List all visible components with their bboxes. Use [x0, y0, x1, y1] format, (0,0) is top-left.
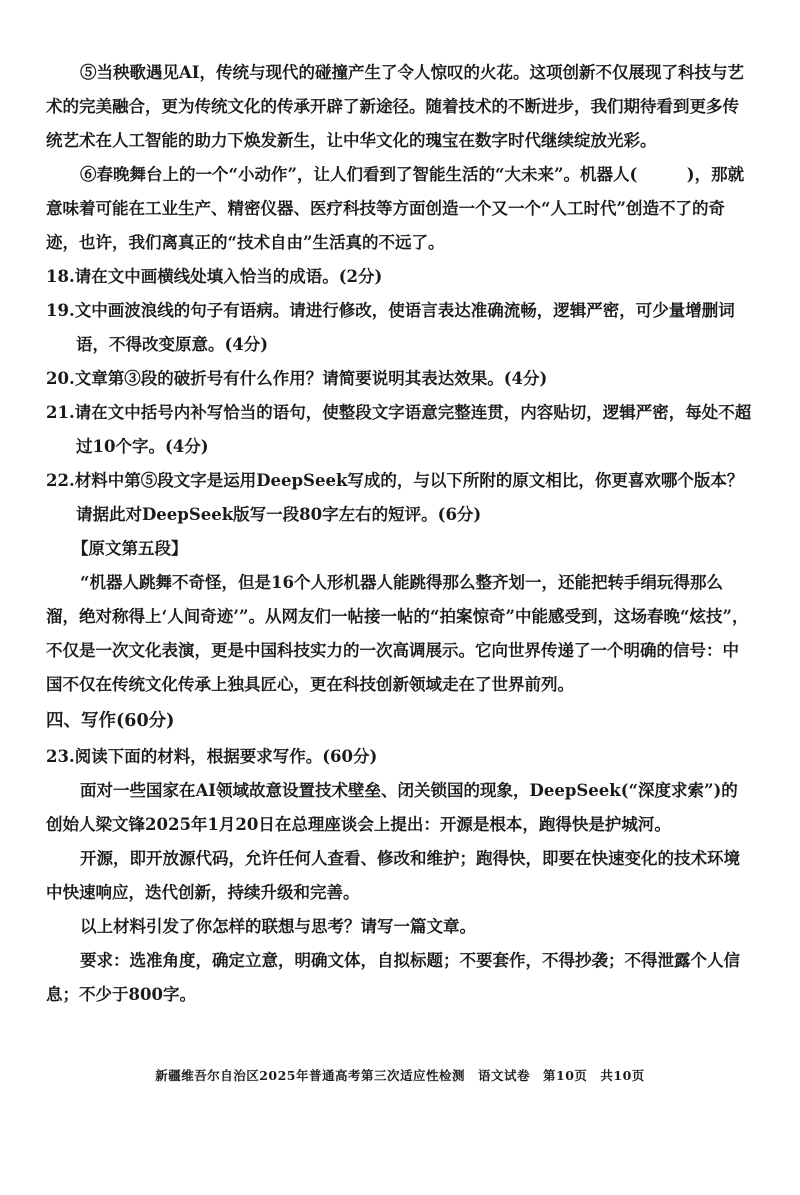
page-footer: 新疆维吾尔自治区2025年普通高考第三次适应性检测 语文试卷 第10页 共10页 — [155, 1068, 645, 1083]
paragraph-6: ⑥春晚舞台上的一个“小动作”，让人们看到了智能生活的“大未来”。机器人( )，那就意味着可能在工业生产、精密仪器、医疗科技等方面创造一个又一个“人工时代”创造不了的奇迹，也许，我们离真正的“技术自由”生活真的不远了。 — [46, 165, 745, 252]
writing-requirements: 要求：选准角度，确定立意，明确文体，自拟标题；不要套作，不得抄袭；不得泄露个人信息；不少于800字。 — [46, 951, 740, 1004]
writing-prompt: 以上材料引发了你怎样的联想与思考？请写一篇文章。 — [80, 917, 476, 936]
writing-section-title: 四、写作(60分) — [46, 711, 175, 731]
material-paragraph-1: 面对一些国家在AI领域故意设置技术壁垒、闭关锁国的现象，DeepSeek(“深度求索”)的创始人梁文锋2025年1月20日在总理座谈会上提出：开源是根本，跑得快是护城河。 — [46, 781, 738, 834]
material-paragraph-2: 开源，即开放源代码，允许任何人查看、修改和维护；跑得快，即要在快速变化的技术环境中快速响应，迭代创新，持续升级和完善。 — [46, 849, 740, 902]
question-23: 23.阅读下面的材料，根据要求写作。(60分) — [46, 747, 378, 766]
question-19: 19.文中画波浪线的句子有语病。请进行修改，使语言表达准确流畅，逻辑严密，可少量增删词语，不得改变原意。(4分) — [46, 301, 735, 354]
question-20: 20.文章第③段的破折号有什么作用？请简要说明其表达效果。(4分) — [46, 369, 548, 388]
paragraph-5: ⑤当秧歌遇见AI，传统与现代的碰撞产生了令人惊叹的火花。这项创新不仅展现了科技与艺术的完美融合，更为传统文化的传承开辟了新途径。随着技术的不断进步，我们期待看到更多传统艺术在人工智能的助力下焕发新生，让中华文化的瑰宝在数字时代继续绽放光彩。 — [46, 63, 745, 150]
original-text-paragraph: “机器人跳舞不奇怪，但是16个人形机器人能跳得那么整齐划一，还能把转手绢玩得那么溜，绝对称得上‘人间奇迹’”。从网友们一帖接一帖的“拍案惊奇”中能感受到，这场春晚“炫技”，不仅是一次文化表演，更是中国科技实力的一次高调展示。它向世界传递了一个明确的信号：中国不仅在传统文化传承上独具匠心，更在科技创新领域走在了世界前列。 — [46, 573, 749, 694]
question-21: 21.请在文中括号内补写恰当的语句，使整段文字语意完整连贯，内容贴切，逻辑严密，每处不超过10个字。(4分) — [46, 403, 752, 456]
question-22: 22.材料中第⑤段文字是运用DeepSeek写成的，与以下所附的原文相比，你更喜欢哪个版本？请据此对DeepSeek版写一段80字左右的短评。(6分) — [46, 471, 744, 524]
question-18: 18.请在文中画横线处填入恰当的成语。(2分) — [46, 267, 383, 286]
original-text-heading: 【原文第五段】 — [72, 539, 188, 558]
